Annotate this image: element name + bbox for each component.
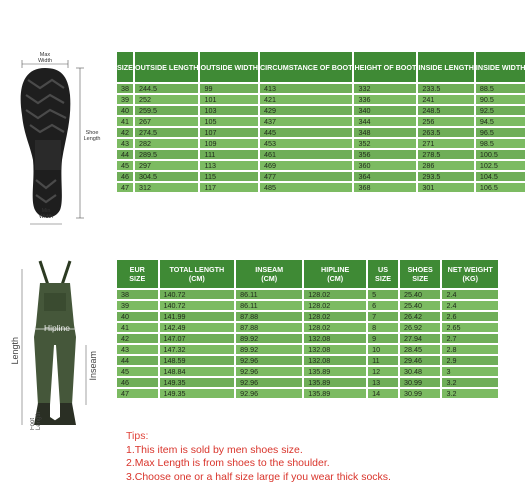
table-cell: 92.5 (476, 106, 526, 115)
table-cell: 101 (200, 95, 258, 104)
table-cell: 312 (135, 183, 199, 192)
table-cell: 45 (117, 367, 158, 376)
table-cell: 92.96 (236, 356, 302, 365)
table-cell: 429 (260, 106, 353, 115)
table-cell: 44 (117, 150, 133, 159)
hipline-label: Hipline (44, 323, 70, 333)
boot-size-table (115, 50, 527, 194)
tips-line: 3.Choose one or a half size large if you wear thick socks. (126, 470, 391, 483)
table1-header-cell: INSIDE WIDTH (476, 52, 526, 82)
table2-header-line: EUR (129, 265, 145, 274)
table-cell: 135.89 (304, 378, 366, 387)
table-cell: 40 (117, 106, 133, 115)
table2-header-line: (CM) (261, 274, 278, 283)
table-cell: 336 (354, 95, 416, 104)
table2-header-line: INSEAM (255, 265, 284, 274)
table-row (117, 172, 525, 181)
table-cell: 3.2 (442, 389, 498, 398)
table-cell: 27.94 (400, 334, 441, 343)
table-cell: 46 (117, 172, 133, 181)
table2-header-line: (CM) (188, 274, 205, 283)
table-cell: 105 (200, 117, 258, 126)
table-cell: 259.5 (135, 106, 199, 115)
table-cell: 26.92 (400, 323, 441, 332)
table-row (117, 128, 525, 137)
tips-line: 2.Max Length is from shoes to the shoulder. (126, 457, 330, 469)
table-cell: 278.5 (418, 150, 474, 159)
table-cell: 89.92 (236, 334, 302, 343)
table-cell: 92.96 (236, 378, 302, 387)
table-cell: 43 (117, 345, 158, 354)
table-cell: 248.5 (418, 106, 474, 115)
table-cell: 293.5 (418, 172, 474, 181)
table-cell: 86.11 (236, 301, 302, 310)
table-cell: 115 (200, 172, 258, 181)
table-cell: 263.5 (418, 128, 474, 137)
table1-header-cell: INSIDE LENGTH (418, 52, 474, 82)
table2-header-cell (117, 260, 158, 288)
tips-title: Tips: (126, 430, 149, 442)
table-cell: 111 (200, 150, 258, 159)
table-cell: 461 (260, 150, 353, 159)
table-cell: 47 (117, 183, 133, 192)
table-cell: 340 (354, 106, 416, 115)
table-cell: 9 (368, 334, 398, 343)
table-cell: 282 (135, 139, 199, 148)
table-cell: 469 (260, 161, 353, 170)
table-cell: 286 (418, 161, 474, 170)
table-cell: 477 (260, 172, 353, 181)
table-cell: 348 (354, 128, 416, 137)
table1-header-cell: HEIGHT OF BOOT (354, 52, 416, 82)
table-cell: 8 (368, 323, 398, 332)
table-cell: 149.35 (160, 378, 235, 387)
table-cell: 360 (354, 161, 416, 170)
table-row (117, 367, 498, 376)
table-cell: 304.5 (135, 172, 199, 181)
table-cell: 453 (260, 139, 353, 148)
table-cell: 485 (260, 183, 353, 192)
max-width-label: Max Width (37, 52, 53, 64)
table-cell: 135.89 (304, 389, 366, 398)
table-cell: 244.5 (135, 84, 199, 93)
table-cell: 7 (368, 312, 398, 321)
table-cell: 11 (368, 356, 398, 365)
table-cell: 102.5 (476, 161, 526, 170)
length-label: Length (10, 337, 20, 365)
table-cell: 332 (354, 84, 416, 93)
table-cell: 86.11 (236, 290, 302, 299)
table1-header-cell: OUTSIDE LENGTH (135, 52, 199, 82)
table-row (117, 378, 498, 387)
table-cell: 128.02 (304, 290, 366, 299)
table2-header-line: US (378, 265, 389, 274)
tips-section (126, 430, 391, 484)
table-cell: 413 (260, 84, 353, 93)
table-cell: 301 (418, 183, 474, 192)
table-cell: 44 (117, 356, 158, 365)
table-cell: 94.5 (476, 117, 526, 126)
table-row (117, 106, 525, 115)
table-cell: 104.5 (476, 172, 526, 181)
table-cell: 42 (117, 334, 158, 343)
table-cell: 25.40 (400, 290, 441, 299)
table-cell: 289.5 (135, 150, 199, 159)
table2-header-line: HIPLINE (321, 265, 350, 274)
table-cell: 38 (117, 84, 133, 93)
table-cell: 128.02 (304, 301, 366, 310)
table-cell: 10 (368, 345, 398, 354)
table-cell: 30.48 (400, 367, 441, 376)
table1-header-cell: CIRCUMSTANCE OF BOOT (260, 52, 353, 82)
table-row (117, 356, 498, 365)
table-cell: 38 (117, 290, 158, 299)
table-cell: 30.99 (400, 378, 441, 387)
table-cell: 43 (117, 139, 133, 148)
table-cell: 47 (117, 389, 158, 398)
table-row (117, 139, 525, 148)
table-cell: 87.88 (236, 323, 302, 332)
table-cell: 92.96 (236, 367, 302, 376)
table-cell: 3 (442, 367, 498, 376)
table-cell: 2.4 (442, 301, 498, 310)
table-cell: 113 (200, 161, 258, 170)
table-cell: 2.4 (442, 290, 498, 299)
table-cell: 142.49 (160, 323, 235, 332)
table-cell: 41 (117, 323, 158, 332)
table-cell: 26.42 (400, 312, 441, 321)
table-cell: 90.5 (476, 95, 526, 104)
table-cell: 89.92 (236, 345, 302, 354)
table-row (117, 161, 525, 170)
table-cell: 132.08 (304, 345, 366, 354)
table-cell: 148.59 (160, 356, 235, 365)
table2-header-cell (236, 260, 302, 288)
min-width-label: Min Width (38, 208, 54, 220)
table-cell: 148.84 (160, 367, 235, 376)
table-cell: 267 (135, 117, 199, 126)
table2-header-cell (160, 260, 235, 288)
table-cell: 147.32 (160, 345, 235, 354)
table-cell: 40 (117, 312, 158, 321)
table1-header-cell: OUTSIDE WIDTH (200, 52, 258, 82)
table-cell: 5 (368, 290, 398, 299)
table-cell: 149.35 (160, 389, 235, 398)
table-row (117, 323, 498, 332)
table-cell: 106.5 (476, 183, 526, 192)
table1-header-cell: SIZE (117, 52, 133, 82)
table-row (117, 95, 525, 104)
table-cell: 25.40 (400, 301, 441, 310)
table-cell: 98.5 (476, 139, 526, 148)
table-cell: 107 (200, 128, 258, 137)
table-cell: 6 (368, 301, 398, 310)
table-cell: 2.7 (442, 334, 498, 343)
table-cell: 2.6 (442, 312, 498, 321)
table-cell: 274.5 (135, 128, 199, 137)
table-cell: 2.9 (442, 356, 498, 365)
table2-header-line: SIZE (375, 274, 392, 283)
table-cell: 252 (135, 95, 199, 104)
table-cell: 46 (117, 378, 158, 387)
table-cell: 132.08 (304, 334, 366, 343)
tips-line: 1.This item is sold by men shoes size. (126, 443, 303, 456)
table-cell: 2.8 (442, 345, 498, 354)
table2-header-line: TOTAL LENGTH (169, 265, 225, 274)
table-cell: 128.02 (304, 312, 366, 321)
table-cell: 356 (354, 150, 416, 159)
table-cell: 109 (200, 139, 258, 148)
boot-figure (0, 40, 110, 230)
table-cell: 140.72 (160, 301, 235, 310)
table-cell: 297 (135, 161, 199, 170)
table-cell: 445 (260, 128, 353, 137)
table-cell: 100.5 (476, 150, 526, 159)
table-cell: 364 (354, 172, 416, 181)
table-row (117, 290, 498, 299)
table-cell: 14 (368, 389, 398, 398)
table-cell: 256 (418, 117, 474, 126)
table2-header-cell (400, 260, 441, 288)
table-cell: 88.5 (476, 84, 526, 93)
table-cell: 147.07 (160, 334, 235, 343)
table-cell: 421 (260, 95, 353, 104)
table-cell: 92.96 (236, 389, 302, 398)
table2-header-cell (442, 260, 498, 288)
table-cell: 2.65 (442, 323, 498, 332)
table2-header-cell (304, 260, 366, 288)
table-cell: 99 (200, 84, 258, 93)
table-cell: 103 (200, 106, 258, 115)
table-cell: 42 (117, 128, 133, 137)
table-cell: 437 (260, 117, 353, 126)
table2-header-line: (CM) (327, 274, 344, 283)
table-row (117, 334, 498, 343)
table-cell: 39 (117, 95, 133, 104)
table-row (117, 389, 498, 398)
foot-length-label: Foot Length (30, 411, 42, 430)
table2-header-line: (KG) (462, 274, 479, 283)
table-cell: 30.99 (400, 389, 441, 398)
table-cell: 233.5 (418, 84, 474, 93)
table-cell: 3.2 (442, 378, 498, 387)
table2-header-line: SHOES (407, 265, 433, 274)
table-cell: 128.02 (304, 323, 366, 332)
table-cell: 41 (117, 117, 133, 126)
table-cell: 241 (418, 95, 474, 104)
table-cell: 12 (368, 367, 398, 376)
table-row (117, 117, 525, 126)
table-cell: 140.72 (160, 290, 235, 299)
table-row (117, 312, 498, 321)
wader-size-table (115, 258, 500, 400)
table-cell: 117 (200, 183, 258, 192)
table-row (117, 183, 525, 192)
table-cell: 352 (354, 139, 416, 148)
table-cell: 368 (354, 183, 416, 192)
table-cell: 45 (117, 161, 133, 170)
table-cell: 96.5 (476, 128, 526, 137)
table2-header-line: SIZE (129, 274, 146, 283)
table-cell: 271 (418, 139, 474, 148)
wader-figure (0, 255, 115, 430)
table-cell: 135.89 (304, 367, 366, 376)
table-cell: 13 (368, 378, 398, 387)
table-cell: 29.46 (400, 356, 441, 365)
table-cell: 39 (117, 301, 158, 310)
table2-header-line: SIZE (412, 274, 429, 283)
table-row (117, 345, 498, 354)
table-cell: 141.99 (160, 312, 235, 321)
table2-header-line: NET WEIGHT (447, 265, 493, 274)
table-cell: 132.08 (304, 356, 366, 365)
table-row (117, 301, 498, 310)
inseam-label: Inseam (88, 351, 98, 381)
table-row (117, 84, 525, 93)
shoe-length-label: Shoe Length (83, 130, 101, 142)
table2-header-cell (368, 260, 398, 288)
table-row (117, 150, 525, 159)
table-cell: 87.88 (236, 312, 302, 321)
table-cell: 28.45 (400, 345, 441, 354)
table-cell: 344 (354, 117, 416, 126)
